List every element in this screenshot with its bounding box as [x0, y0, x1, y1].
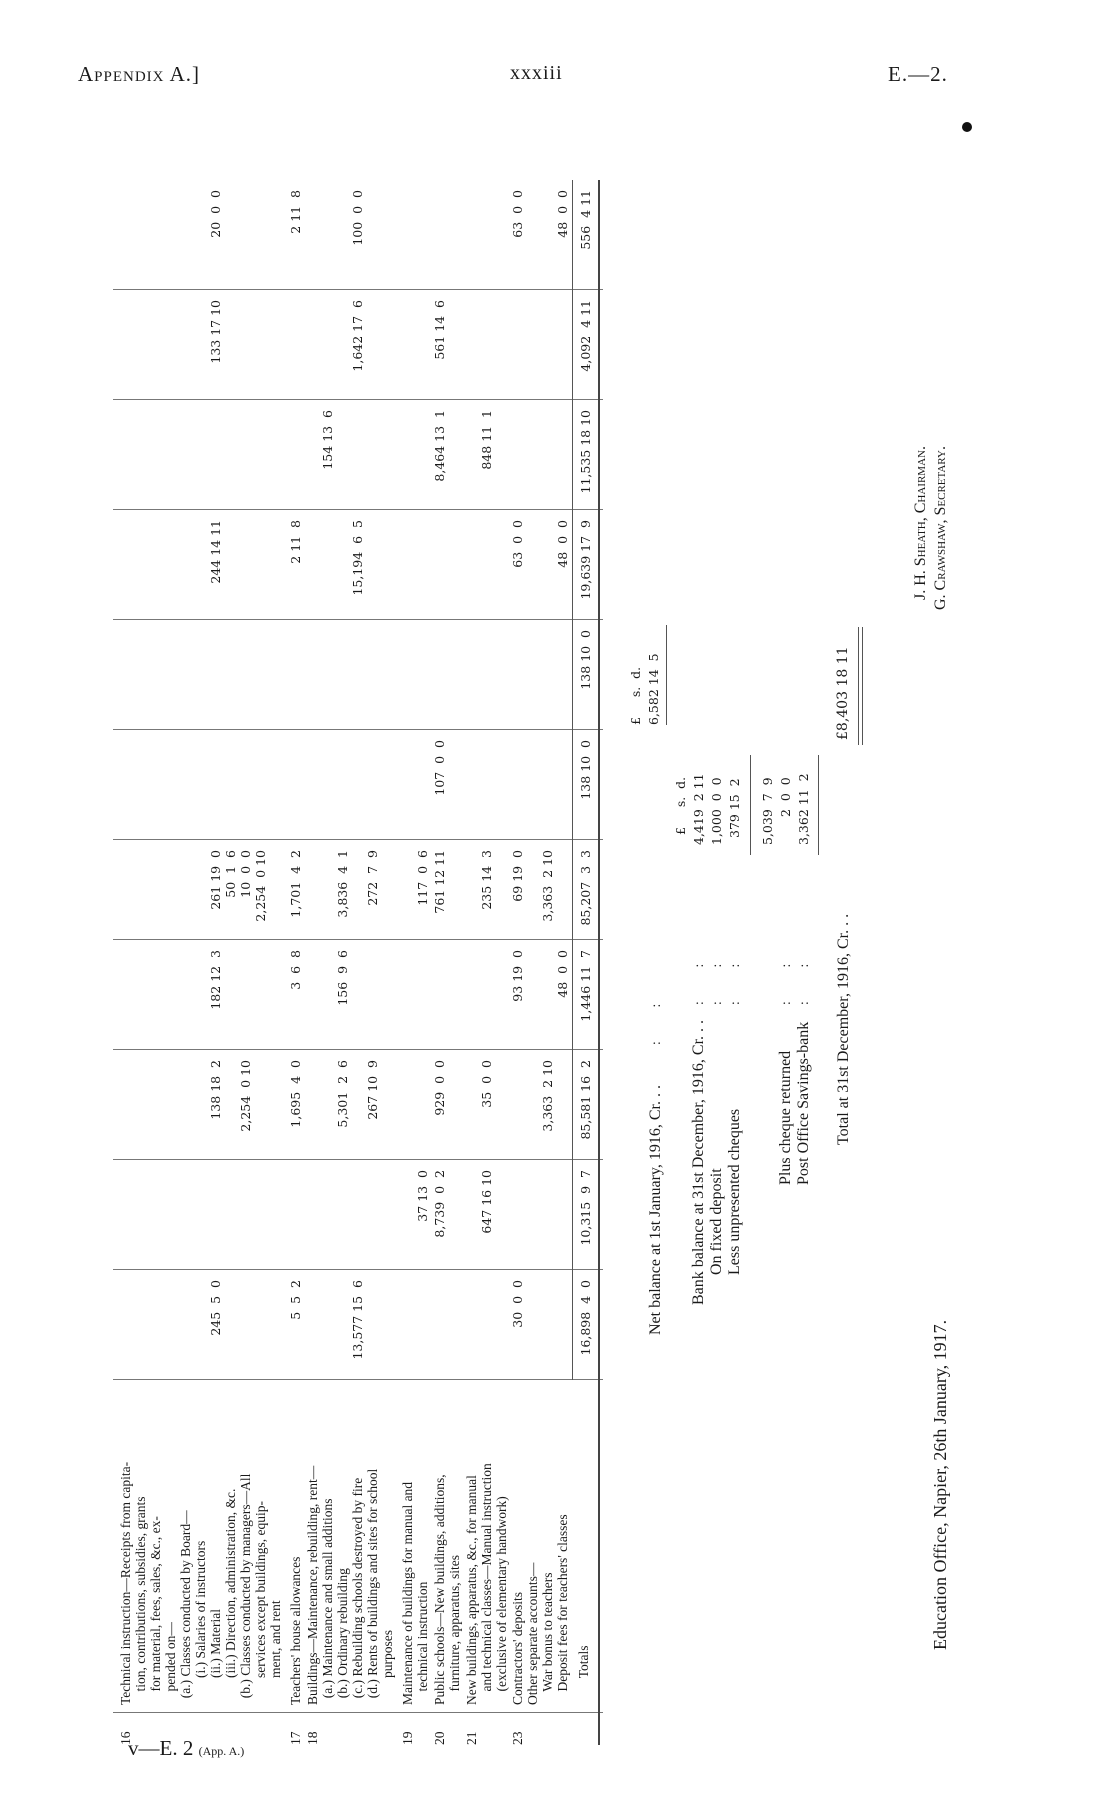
amount-cell: 244 14 11 [208, 520, 223, 584]
row-desc-line: tion, contributions, subsidies, grants [133, 1496, 148, 1705]
amount-cell: 3,363 2 10 [540, 1060, 555, 1132]
amount-cell: 138 18 2 [208, 1060, 223, 1120]
amount-cell: 13,577 15 6 [350, 1280, 365, 1360]
amount-cell: 556 4 11 [578, 190, 593, 250]
amount-cell: 182 12 3 [208, 950, 223, 1010]
column-rule [113, 939, 603, 940]
amount-cell: 3,836 4 1 [335, 850, 350, 918]
leader-dots: : : [778, 963, 793, 1005]
table-bottom-rule [598, 180, 600, 1745]
row-number: 20 [432, 1731, 447, 1745]
bank-balance-amount: 4,419 2 11 [691, 773, 706, 845]
column-rule [113, 1159, 603, 1160]
report-code: E.—2. [888, 62, 948, 86]
row-desc-line: Public schools—New buildings, additions, [432, 1474, 447, 1705]
amount-cell: 4,092 4 11 [578, 300, 593, 372]
row-desc-line: (a.) Maintenance and small additions [320, 1498, 335, 1705]
row-desc-line: War bonus to teachers [540, 1572, 555, 1705]
secretary-signature: G. Crawshaw, Secretary. [932, 446, 949, 610]
amount-cell: 3 6 8 [288, 950, 303, 990]
unit-header: £ s. d. [628, 666, 643, 725]
ink-mark [962, 122, 972, 132]
amount-cell: 154 13 6 [320, 410, 335, 470]
amount-cell: 16,898 4 0 [578, 1280, 593, 1356]
double-rule [862, 627, 863, 745]
row-desc-line: (exclusive of elementary handwork) [494, 1496, 509, 1705]
amount-cell: 5,301 2 6 [335, 1060, 350, 1128]
amount-cell: 647 16 10 [479, 1170, 494, 1234]
amount-cell: 48 0 0 [555, 520, 570, 568]
amount-cell: 50 1 6 [223, 850, 238, 898]
amount-cell: 2 11 8 [288, 190, 303, 234]
row-number: 19 [400, 1731, 415, 1745]
row-desc-line: (ii.) Material [208, 1609, 223, 1705]
amount-cell: 63 0 0 [510, 190, 525, 238]
cheque-returned-label: Plus cheque returned [777, 1050, 794, 1185]
net-balance-amount: 6,582 14 5 [646, 653, 661, 725]
row-desc-line: (c.) Rebuilding schools destroyed by fire [350, 1477, 365, 1705]
amount-rule [818, 755, 819, 855]
amount-cell: 69 19 0 [510, 850, 525, 902]
total-label: Total at 31st December, 1916, Cr. . . [835, 913, 852, 1145]
leader-dots: : : [727, 963, 742, 1005]
amount-cell: 2 11 8 [288, 520, 303, 564]
amount-cell: 48 0 0 [555, 190, 570, 238]
bank-balance-label: Bank balance at 31st December, 1916, Cr. . . [690, 1019, 707, 1305]
footer-code: v—E. 2 [128, 1736, 194, 1760]
amount-rule [750, 755, 751, 855]
leader-dots: : : [648, 1003, 663, 1045]
amount-cell: 30 0 0 [510, 1280, 525, 1328]
place-and-date: Education Office, Napier, 26th January, 1917. [930, 1319, 950, 1650]
amount-cell: 15,194 6 5 [350, 520, 365, 596]
amount-cell: 156 9 6 [335, 950, 350, 1006]
rotated-statement-table [88, 45, 1088, 1745]
row-desc-line: Buildings—Maintenance, rebuilding, rent— [305, 1465, 320, 1705]
amount-cell: 3,363 2 10 [540, 850, 555, 922]
amount-cell: 761 12 11 [432, 850, 447, 914]
leader-dots: : : [709, 963, 724, 1005]
row-desc-line: Deposit fees for teachers' classes [555, 1514, 570, 1705]
amount-cell: 1,695 4 0 [288, 1060, 303, 1128]
net-balance-label: Net balance at 1st January, 1916, Cr. . . [647, 1084, 664, 1335]
amount-cell: 1,642 17 6 [350, 300, 365, 372]
amount-cell: 2,254 0 10 [253, 850, 268, 922]
unpresented-cheques-label: Less unpresented cheques [726, 1108, 743, 1275]
row-number: 18 [305, 1731, 320, 1745]
amount-cell: 10 0 0 [238, 850, 253, 898]
amount-cell: 5 5 2 [288, 1280, 303, 1320]
page-number: xxxiii [510, 62, 563, 84]
appendix-label: Appendix A.] [78, 62, 201, 86]
row-desc-line: technical instruction [415, 1581, 430, 1705]
amount-cell: 20 0 0 [208, 190, 223, 238]
savings-bank-amount: 3,362 11 2 [796, 773, 811, 845]
amount-cell: 245 5 0 [208, 1280, 223, 1336]
amount-cell: 85,581 16 2 [578, 1060, 593, 1140]
fixed-deposit-amount: 1,000 0 0 [709, 777, 724, 845]
unpresented-cheques-amount: 379 15 2 [727, 778, 742, 838]
totals-label: Totals [576, 1645, 591, 1705]
subtotal-amount: 5,039 7 9 [760, 777, 775, 845]
row-desc-line: (d.) Rents of buildings and sites for school [365, 1468, 380, 1705]
amount-cell: 138 10 0 [578, 630, 593, 690]
row-desc-line: Teachers' house allowances [288, 1556, 303, 1705]
unit-header: £ s. d. [673, 776, 688, 835]
column-rule [113, 509, 603, 510]
row-desc-line: and technical classes—Manual instruction [479, 1463, 494, 1705]
row-desc-line: (i.) Salaries of instructors [193, 1540, 208, 1705]
row-number: 16 [118, 1731, 133, 1745]
amount-cell: 19,639 17 9 [578, 520, 593, 600]
amount-cell: 100 0 0 [350, 190, 365, 246]
amount-cell: 107 0 0 [432, 740, 447, 796]
total-amount: £8,403 18 11 [835, 646, 851, 740]
column-rule [113, 1049, 603, 1050]
row-desc-line: pended on— [163, 1622, 178, 1705]
row-desc-line: (b.) Ordinary rebuilding [335, 1568, 350, 1705]
amount-cell: 133 17 10 [208, 300, 223, 364]
row-desc-line: (b.) Classes conducted by managers—All [238, 1473, 253, 1705]
row-desc-line: ment, and rent [268, 1600, 283, 1705]
row-desc-line: purposes [380, 1630, 395, 1705]
savings-bank-label: Post Office Savings-bank [795, 1021, 812, 1185]
column-rule [113, 729, 603, 730]
row-desc-line: Maintenance of buildings for manual and [400, 1481, 415, 1705]
amount-cell: 8,464 13 1 [432, 410, 447, 482]
amount-cell: 10,315 9 7 [578, 1170, 593, 1246]
page-footer [128, 1736, 244, 1761]
chairman-signature: J. H. Sheath, Chairman. [912, 446, 929, 600]
row-desc-line: (a.) Classes conducted by Board— [178, 1510, 193, 1705]
row-number: 21 [464, 1731, 479, 1745]
amount-cell: 48 0 0 [555, 950, 570, 998]
footer-sub: (App. A.) [198, 1744, 245, 1758]
amount-cell: 37 13 0 [415, 1170, 430, 1222]
amount-cell: 138 10 0 [578, 740, 593, 800]
amount-cell: 8,739 0 2 [432, 1170, 447, 1238]
amount-cell: 1,701 4 2 [288, 850, 303, 918]
amount-cell: 561 14 6 [432, 300, 447, 360]
amount-cell: 117 0 6 [415, 850, 430, 906]
amount-cell: 261 19 0 [208, 850, 223, 910]
amount-cell: 2,254 0 10 [238, 1060, 253, 1132]
row-desc-line: New buildings, apparatus, &c., for manual [464, 1475, 479, 1705]
column-rule [113, 1712, 603, 1713]
row-number: 17 [288, 1731, 303, 1745]
column-rule [113, 839, 603, 840]
amount-cell: 1,446 11 7 [578, 950, 593, 1022]
amount-cell: 848 11 1 [479, 410, 494, 470]
double-rule [858, 627, 859, 745]
amount-cell: 272 7 9 [365, 850, 380, 906]
amount-cell: 85,207 3 3 [578, 850, 593, 926]
column-rule [113, 1269, 603, 1270]
row-desc-line: for material, fees, sales, &c., ex- [148, 1516, 163, 1705]
leader-dots: : : [796, 963, 811, 1005]
leader-dots: : : [691, 963, 706, 1005]
amount-cell: 267 10 9 [365, 1060, 380, 1120]
amount-cell: 11,535 18 10 [578, 410, 593, 494]
amount-rule [666, 625, 667, 725]
totals-rule [572, 180, 573, 1380]
amount-cell: 235 14 3 [479, 850, 494, 910]
cheque-returned-amount: 2 0 0 [778, 777, 793, 817]
row-desc-line: Technical instruction—Receipts from capita- [118, 1461, 133, 1705]
amount-cell: 93 19 0 [510, 950, 525, 1002]
row-desc-line: Other separate accounts— [525, 1562, 540, 1705]
row-desc-line: (iii.) Direction, administration, &c. [223, 1488, 238, 1705]
row-desc-line: Contractors' deposits [510, 1591, 525, 1705]
amount-cell: 929 0 0 [432, 1060, 447, 1116]
amount-cell: 63 0 0 [510, 520, 525, 568]
amount-cell: 35 0 0 [479, 1060, 494, 1108]
row-number: 23 [510, 1731, 525, 1745]
fixed-deposit-label: On fixed deposit [708, 1168, 725, 1275]
row-desc-line: services except buildings, equip- [253, 1501, 268, 1705]
row-desc-line: furniture, apparatus, sites [447, 1555, 462, 1705]
